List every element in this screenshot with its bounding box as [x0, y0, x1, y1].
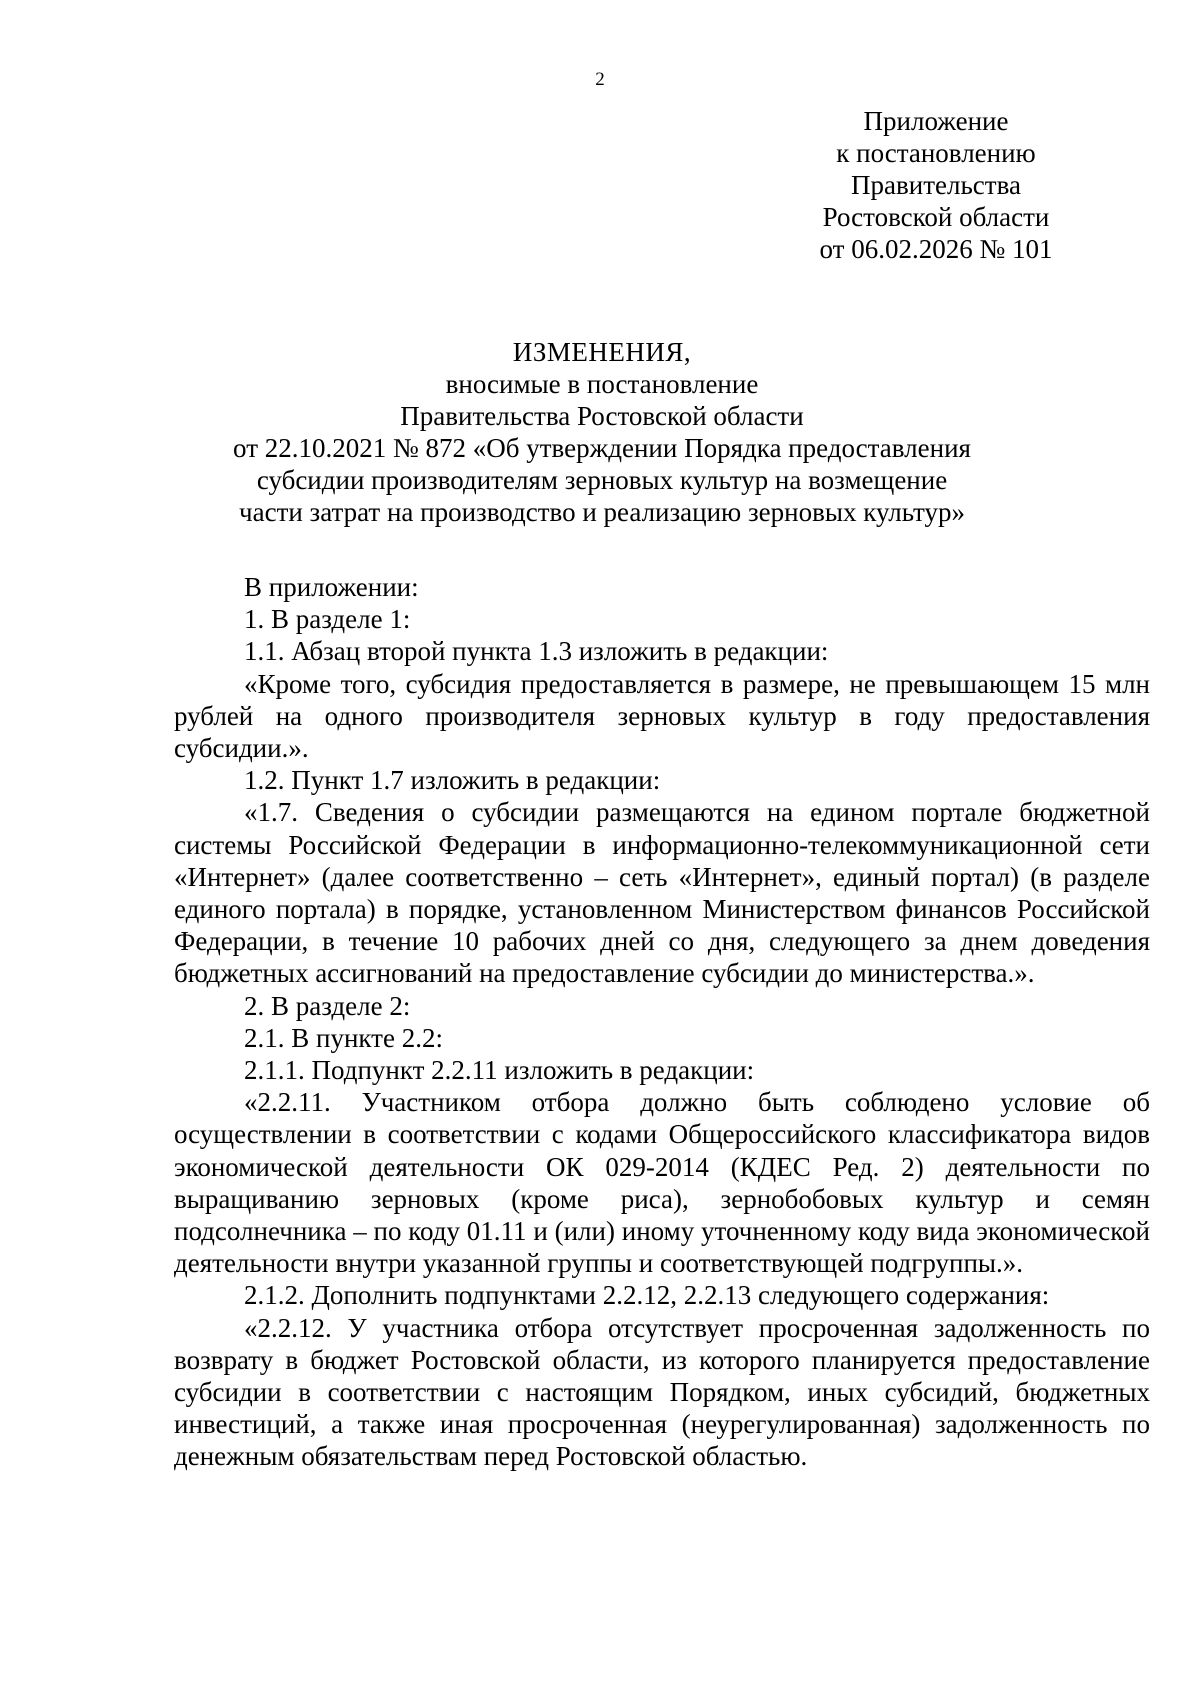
- paragraph-2-1-2: 2.1.2. Дополнить подпунктами 2.2.12, 2.2.13 следующего содержания:: [244, 1280, 1050, 1311]
- title-line-1: вносимые в постановление: [445, 369, 759, 399]
- paragraph-intro: В приложении:: [244, 572, 419, 602]
- title-heading: ИЗМЕНЕНИЯ,: [512, 337, 692, 367]
- paragraph-section-1: 1. В разделе 1:: [244, 604, 411, 635]
- title-line-3: от 22.10.2021 № 872 «Об утверждении Порядка предоставления: [233, 433, 971, 463]
- page-number: 2: [595, 69, 605, 90]
- paragraph-1-1-text: «Кроме того, субсидия предоставляется в размере, не превышающем 15 млн рублей на одного производителя зерновых культур в году предоставления субсидии.».: [174, 668, 1150, 764]
- title-line-2: Правительства Ростовской области: [400, 401, 804, 431]
- paragraph-1-2: 1.2. Пункт 1.7 изложить в редакции:: [244, 765, 661, 796]
- paragraph-1-1: 1.1. Абзац второй пункта 1.3 изложить в редакции:: [244, 636, 829, 667]
- appendix-line-3: Правительства: [851, 170, 1021, 200]
- paragraph-1-2-text: «1.7. Сведения о субсидии размещаются на едином портале бюджетной системы Российской Федерации в информационно-телекоммуникационной сети «Интернет» (далее соответственно – сеть «Интернет», единый портал) (в разделе единого портала) в порядке, установленном Министерством финансов Российской Федерации, в течение 10 рабочих дней со дня, следующего за днем доведения бюджетных ассигнований на предоставление субсидии до министерства.».: [174, 797, 1150, 989]
- paragraph-section-2: 2. В разделе 2:: [244, 990, 411, 1021]
- title-line-5: части затрат на производство и реализацию зерновых культур»: [239, 497, 965, 527]
- paragraph-2-1-2-text: «2.2.12. У участника отбора отсутствует просроченная задолженность по возврату в бюджет Ростовской области, из которого планируется предоставление субсидии в соответствии с настоящим Порядком, иных субсидий, бюджетных инвестиций, а также иная просроченная (неурегулированная) задолженность по денежным обязательствам перед Ростовской областью.: [174, 1312, 1150, 1472]
- appendix-line-4: Ростовской области: [822, 202, 1050, 232]
- document-body: [174, 571, 1150, 1473]
- paragraph-2-1: 2.1. В пункте 2.2:: [244, 1022, 443, 1053]
- paragraph-2-1-1: 2.1.1. Подпункт 2.2.11 изложить в редакции:: [244, 1055, 755, 1086]
- document-title: [160, 336, 1044, 528]
- title-line-4: субсидии производителям зерновых культур на возмещение: [256, 465, 948, 495]
- paragraph-2-1-1-text: «2.2.11. Участником отбора должно быть соблюдено условие об осуществлении в соответствии с кодами Общероссийского классификатора видов экономической деятельности ОК 029-2014 (КДЕС Ред. 2) деятельности по выращиванию зерновых (кроме риса), зернобобовых культур и семян подсолнечника – по коду 01.11 и (или) иному уточненному коду вида экономической деятельности внутри указанной группы и соответствующей подгруппы.».: [174, 1087, 1150, 1279]
- appendix-line-1: Приложение: [863, 106, 1009, 136]
- appendix-line-5: от 06.02.2026 № 101: [819, 234, 1053, 264]
- appendix-stamp: [776, 105, 1096, 265]
- appendix-line-2: к постановлению: [836, 138, 1036, 168]
